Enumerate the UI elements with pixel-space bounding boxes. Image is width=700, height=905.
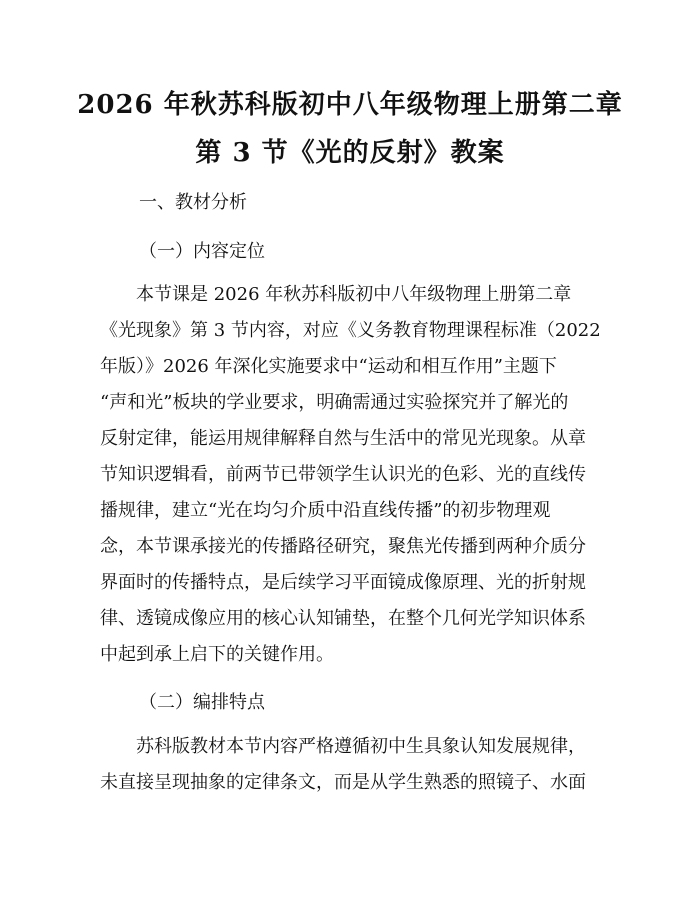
document-title-line1: 2026 年秋苏科版初中八年级物理上册第二章 bbox=[77, 90, 623, 120]
document-title-line2: 第 3 节《光的反射》教案 bbox=[195, 138, 505, 168]
paragraph-line: 《光现象》第 3 节内容，对应《义务教育物理课程标准（2022 bbox=[100, 320, 601, 341]
paragraph-line: 苏科版教材本节内容严格遵循初中生具象认知发展规律， bbox=[100, 736, 586, 757]
paragraph-line: 播规律，建立“光在均匀介质中沿直线传播”的初步物理观 bbox=[100, 500, 551, 521]
paragraph-line: 节知识逻辑看，前两节已带领学生认识光的色彩、光的直线传 bbox=[100, 464, 586, 485]
paragraph-line: 念，本节课承接光的传播路径研究，聚焦光传播到两种介质分 bbox=[100, 536, 586, 557]
paragraph-line: 界面时的传播特点，是后续学习平面镜成像原理、光的折射规 bbox=[100, 572, 586, 593]
paragraph-layout-features bbox=[100, 729, 610, 801]
paragraph-line: 本节课是 2026 年秋苏科版初中八年级物理上册第二章 bbox=[100, 284, 572, 305]
paragraph-line: 年版）》2026 年深化实施要求中“运动和相互作用”主题下 bbox=[100, 356, 557, 377]
paragraph-line: 律、透镜成像应用的核心认知铺垫，在整个几何光学知识体系 bbox=[100, 608, 586, 629]
paragraph-line: 中起到承上启下的关键作用。 bbox=[100, 644, 334, 665]
subsection-heading-content-positioning: （一）内容定位 bbox=[139, 241, 265, 262]
paragraph-line: 未直接呈现抽象的定律条文，而是从学生熟悉的照镜子、水面 bbox=[100, 772, 586, 793]
subsection-heading-layout-features: （二）编排特点 bbox=[139, 692, 265, 713]
paragraph-line: 反射定律，能运用规律解释自然与生活中的常见光现象。从章 bbox=[100, 428, 586, 449]
paragraph-line: “声和光”板块的学业要求，明确需通过实验探究并了解光的 bbox=[100, 392, 569, 413]
section-heading-teaching-material-analysis: 一、教材分析 bbox=[139, 192, 247, 213]
paragraph-content-positioning bbox=[100, 277, 610, 673]
